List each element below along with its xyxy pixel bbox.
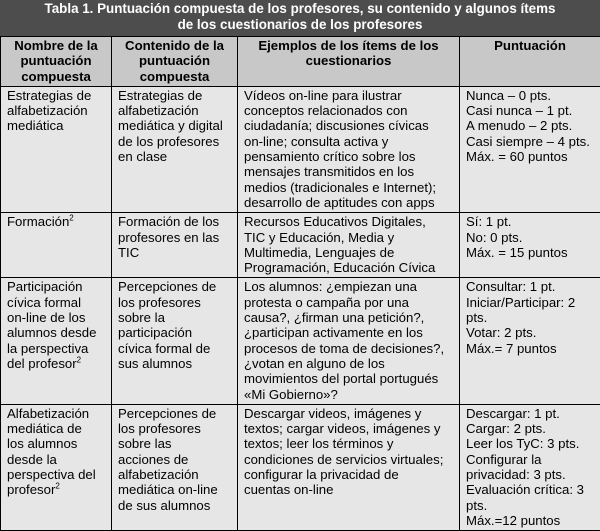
header-row [1,37,600,87]
cell-content [112,213,238,278]
cell-line: Vídeos on-line para ilustrar [244,88,453,103]
cell-line: mediática de [7,421,105,436]
cell-line: procesos de toma de decisiones?, [244,341,453,356]
cell-line: Formación de los [118,214,231,229]
cell-examples [238,86,460,212]
cell-line [7,356,105,371]
cell-text: profesor [7,482,55,497]
cell-text: del profesor [7,356,77,371]
footnote-marker: 2 [55,482,59,491]
table-row [1,404,600,530]
cell-line: alfabetización [7,103,105,118]
cell-line: alfabetización [118,103,231,118]
cell-line: Evaluación crítica: 3 [466,482,594,497]
cell-line: sobre la [118,310,231,325]
cell-examples [238,404,460,530]
cell-line: los profesores [118,295,231,310]
cell-line: textos; leer los términos y [244,436,453,451]
cell-line: textos; cargar videos, imágenes y [244,421,453,436]
cell-line: ¿participan activamente en los [244,325,453,340]
cell-line: sobre las [118,436,231,451]
cell-line: ciudadanía; discusiones cívicas [244,118,453,133]
cell-line: Los alumnos: ¿empiezan una [244,279,453,294]
caption-line: de los cuestionarios de los profesores [0,17,600,33]
header-line: cuestionarios [244,53,453,68]
cell-line [7,214,105,229]
cell-examples [238,278,460,404]
cell-line: «Mi Gobierno»? [244,387,453,402]
cell-content [112,86,238,212]
cell-line: causa?, ¿firman una petición?, [244,310,453,325]
cell-line: configurar la privacidad de [244,467,453,482]
cell-content [112,278,238,404]
cell-line: conceptos relacionados con [244,103,453,118]
header-line: puntuación [118,53,231,68]
cell-line: A menudo – 2 pts. [466,118,594,133]
scores-table [0,36,600,531]
cell-line: Sí: 1 pt. [466,214,594,229]
cell-line: mediática y digital [118,118,231,133]
cell-line: Descargar: 1 pt. [466,406,594,421]
table-row [1,213,600,278]
cell-line: Nunca – 0 pts. [466,88,594,103]
header-name [1,37,112,87]
header-line: compuesta [7,69,105,84]
header-line: Puntuación [466,38,594,53]
cell-line: perspectiva del [7,467,105,482]
cell-line: en clase [118,149,231,164]
cell-line: Máx.= 7 puntos [466,341,594,356]
cell-text: Formación [7,214,69,229]
cell-line: Estrategias de [7,88,105,103]
cell-name [1,86,112,212]
header-examples [238,37,460,87]
cell-score [460,278,600,404]
cell-name [1,404,112,530]
header-line: compuesta [118,69,231,84]
cell-line: Consultar: 1 pt. [466,279,594,294]
cell-line: medios (tradicionales e Internet); [244,180,453,195]
cell-line: de sus alumnos [118,498,231,513]
cell-line: alfabetización [118,467,231,482]
cell-line: privacidad: 3 pts. [466,467,594,482]
cell-line: sus alumnos [118,356,231,371]
cell-line: cuentas on-line [244,482,453,497]
caption-line: Tabla 1. Puntuación compuesta de los profesores, su contenido y algunos ítems [0,1,600,17]
cell-line: los alumnos [7,436,105,451]
table-row [1,278,600,404]
cell-line: Casi nunca – 1 pt. [466,103,594,118]
cell-line: Máx. = 15 puntos [466,245,594,260]
cell-content [112,404,238,530]
cell-line: Alfabetización [7,406,105,421]
cell-line: Descargar videos, imágenes y [244,406,453,421]
cell-line: mensajes transmitidos en los [244,164,453,179]
cell-line: los profesores [118,421,231,436]
cell-line: Percepciones de [118,279,231,294]
cell-line: Casi siempre – 4 pts. [466,134,594,149]
table-row [1,86,600,212]
cell-line: acciones de [118,452,231,467]
cell-line: Percepciones de [118,406,231,421]
cell-line: on-line de los [7,310,105,325]
cell-score [460,86,600,212]
cell-line: Leer los TyC: 3 pts. [466,436,594,451]
cell-line: pts. [466,498,594,513]
cell-line: condiciones de servicios virtuales; [244,452,453,467]
cell-line: Cargar: 2 pts. [466,421,594,436]
header-line: Contenido de la [118,38,231,53]
header-line: Ejemplos de los ítems de los [244,38,453,53]
cell-line: Programación, Educación Cívica [244,260,453,275]
cell-line: profesores en las [118,230,231,245]
cell-line: la perspectiva [7,341,105,356]
cell-line: protesta o campaña por una [244,295,453,310]
cell-line: Recursos Educativos Digitales, [244,214,453,229]
cell-line: on-line; consulta activa y [244,134,453,149]
footnote-marker: 2 [77,356,81,365]
cell-line: Máx. = 60 puntos [466,149,594,164]
cell-line: cívica formal [7,295,105,310]
cell-line [7,482,105,497]
cell-line: mediática on-line [118,482,231,497]
header-content [112,37,238,87]
cell-examples [238,213,460,278]
cell-line: No: 0 pts. [466,230,594,245]
cell-name [1,213,112,278]
cell-line: pts. [466,310,594,325]
cell-score [460,213,600,278]
cell-line: Iniciar/Participar: 2 [466,295,594,310]
cell-line: Participación [7,279,105,294]
table-caption [0,0,600,36]
cell-line: desde la [7,452,105,467]
cell-line: alumnos desde [7,325,105,340]
cell-line: ¿votan en alguno de los [244,356,453,371]
cell-line: de los profesores [118,134,231,149]
cell-line: participación [118,325,231,340]
header-score [460,37,600,87]
cell-line: movimientos del portal portugués [244,371,453,386]
cell-line: mediática [7,118,105,133]
header-line: puntuación [7,53,105,68]
cell-name [1,278,112,404]
cell-line: TIC [118,245,231,260]
header-line: Nombre de la [7,38,105,53]
cell-line: Estrategias de [118,88,231,103]
cell-line: Máx.=12 puntos [466,513,594,528]
cell-line: pensamiento crítico sobre los [244,149,453,164]
cell-line: TIC y Educación, Media y [244,230,453,245]
cell-score [460,404,600,530]
cell-line: desarrollo de aptitudes con apps [244,195,453,210]
footnote-marker: 2 [69,214,73,223]
cell-line: Votar: 2 pts. [466,325,594,340]
cell-line: Multimedia, Lenguajes de [244,245,453,260]
cell-line: cívica formal de [118,341,231,356]
cell-line: Configurar la [466,452,594,467]
